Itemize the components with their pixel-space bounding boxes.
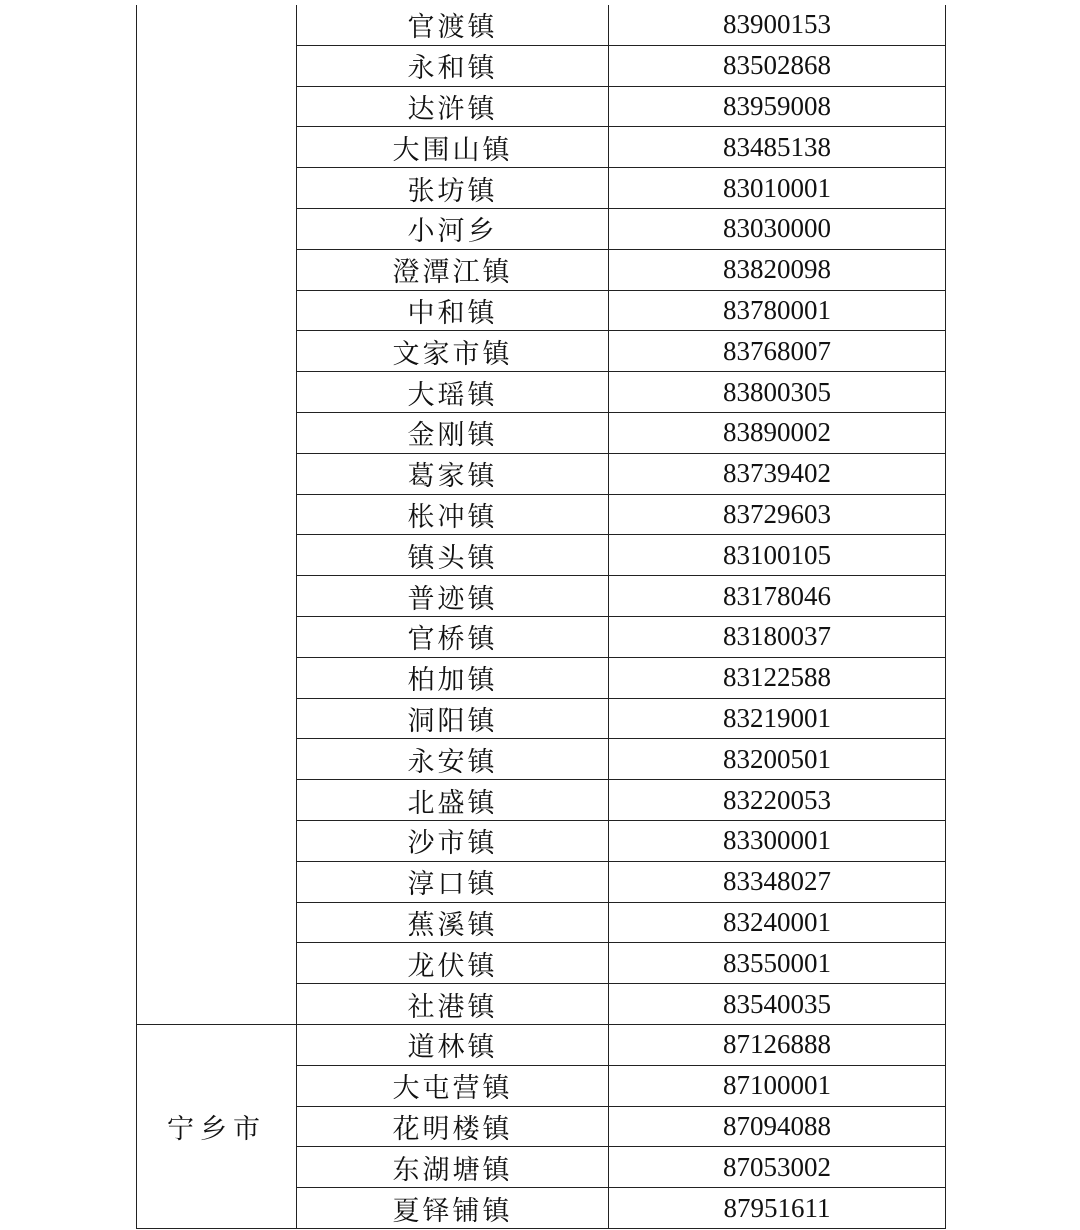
- town-name-cell: 北盛镇: [297, 780, 609, 821]
- phone-number-cell: 83820098: [609, 249, 946, 290]
- phone-number-cell: 83100105: [609, 535, 946, 576]
- town-name-cell: 大瑶镇: [297, 372, 609, 413]
- town-name-cell: 小河乡: [297, 208, 609, 249]
- phone-number-cell: 83240001: [609, 902, 946, 943]
- town-name-cell: 中和镇: [297, 290, 609, 331]
- phone-number-cell: 83502868: [609, 45, 946, 86]
- town-name-cell: 夏铎铺镇: [297, 1188, 609, 1229]
- phone-number-cell: 83122588: [609, 657, 946, 698]
- town-name-cell: 永安镇: [297, 739, 609, 780]
- phone-number-cell: 87951611: [609, 1188, 946, 1229]
- phone-number-cell: 87126888: [609, 1024, 946, 1065]
- town-name-cell: 蕉溪镇: [297, 902, 609, 943]
- town-name-cell: 枨冲镇: [297, 494, 609, 535]
- town-name-cell: 澄潭江镇: [297, 249, 609, 290]
- phone-number-cell: 87094088: [609, 1106, 946, 1147]
- town-name-cell: 东湖塘镇: [297, 1147, 609, 1188]
- town-name-cell: 淳口镇: [297, 861, 609, 902]
- town-name-cell: 柏加镇: [297, 657, 609, 698]
- phone-number-cell: 83900153: [609, 5, 946, 45]
- town-name-cell: 道林镇: [297, 1024, 609, 1065]
- phone-number-cell: 83300001: [609, 820, 946, 861]
- phone-number-cell: 83729603: [609, 494, 946, 535]
- town-name-cell: 镇头镇: [297, 535, 609, 576]
- phone-number-cell: 83180037: [609, 616, 946, 657]
- town-name-cell: 葛家镇: [297, 453, 609, 494]
- phone-number-cell: 83178046: [609, 576, 946, 617]
- phone-number-cell: 83739402: [609, 453, 946, 494]
- town-name-cell: 大围山镇: [297, 127, 609, 168]
- phone-number-cell: 83485138: [609, 127, 946, 168]
- phone-number-cell: 83220053: [609, 780, 946, 821]
- town-name-cell: 官渡镇: [297, 5, 609, 45]
- town-name-cell: 金刚镇: [297, 412, 609, 453]
- table-row: [137, 1024, 946, 1065]
- phone-number-cell: 83780001: [609, 290, 946, 331]
- town-name-cell: 大屯营镇: [297, 1065, 609, 1106]
- table-body: [137, 5, 946, 1228]
- county-cell: [137, 5, 297, 1024]
- town-name-cell: 龙伏镇: [297, 943, 609, 984]
- town-name-cell: 花明楼镇: [297, 1106, 609, 1147]
- town-name-cell: 永和镇: [297, 45, 609, 86]
- town-name-cell: 官桥镇: [297, 616, 609, 657]
- phone-number-cell: 83010001: [609, 168, 946, 209]
- town-name-cell: 张坊镇: [297, 168, 609, 209]
- phone-number-cell: 83540035: [609, 984, 946, 1025]
- table-row: [137, 5, 946, 45]
- phone-number-cell: 83200501: [609, 739, 946, 780]
- phone-number-cell: 83550001: [609, 943, 946, 984]
- phone-number-cell: 87100001: [609, 1065, 946, 1106]
- phone-number-cell: 83348027: [609, 861, 946, 902]
- phone-number-cell: 83890002: [609, 412, 946, 453]
- phone-number-cell: 87053002: [609, 1147, 946, 1188]
- town-name-cell: 文家市镇: [297, 331, 609, 372]
- phone-number-cell: 83768007: [609, 331, 946, 372]
- town-name-cell: 洞阳镇: [297, 698, 609, 739]
- town-phone-table: [136, 5, 946, 1229]
- town-name-cell: 社港镇: [297, 984, 609, 1025]
- phone-number-cell: 83959008: [609, 86, 946, 127]
- phone-number-cell: 83800305: [609, 372, 946, 413]
- town-name-cell: 达浒镇: [297, 86, 609, 127]
- phone-number-cell: 83030000: [609, 208, 946, 249]
- town-name-cell: 普迹镇: [297, 576, 609, 617]
- phone-number-cell: 83219001: [609, 698, 946, 739]
- town-name-cell: 沙市镇: [297, 820, 609, 861]
- county-cell: 宁乡市: [137, 1024, 297, 1228]
